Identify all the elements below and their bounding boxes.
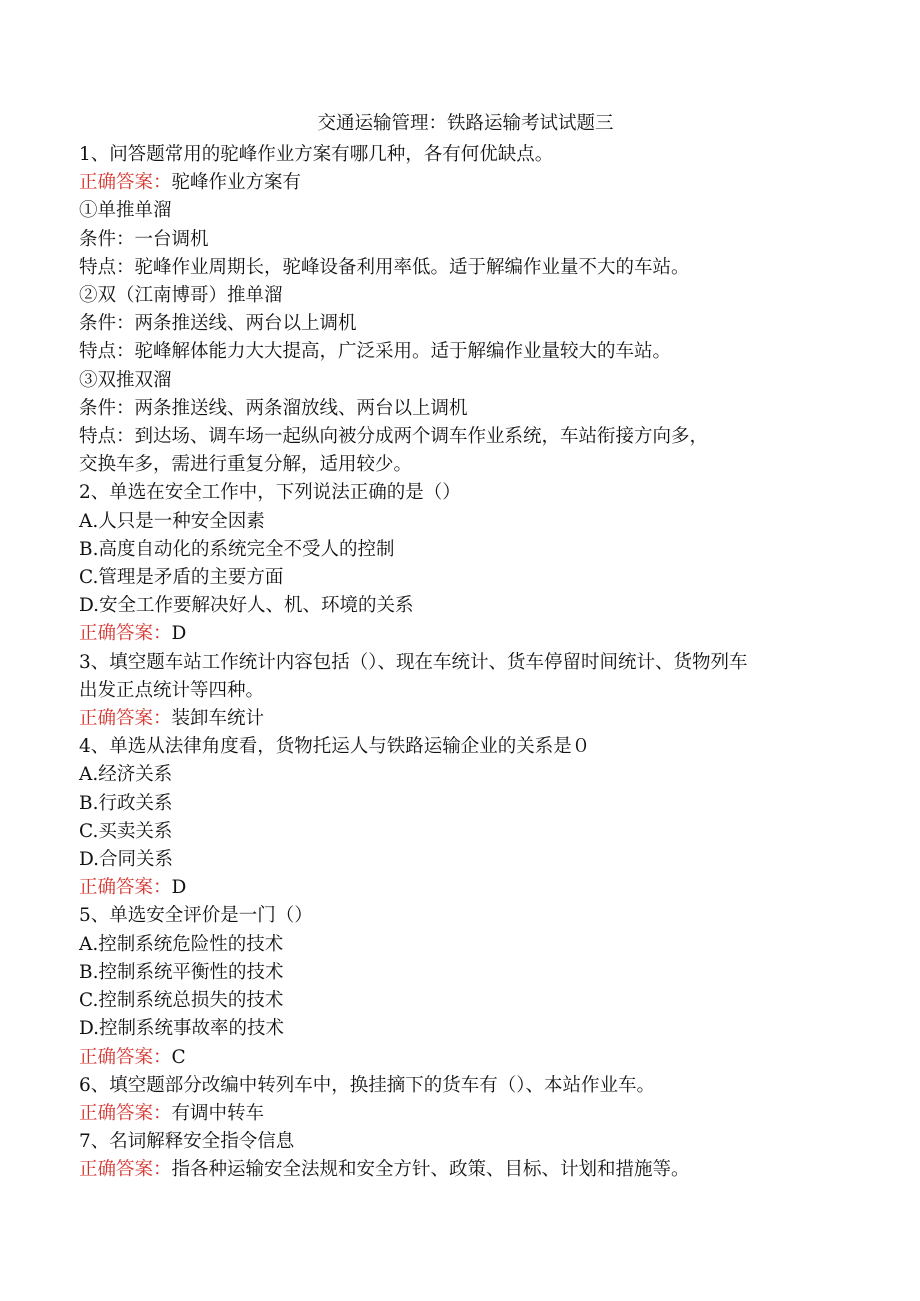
answer-line	[79, 1156, 860, 1184]
question-stem: 3、填空题车站工作统计内容包括（）、现在车统计、货车停留时间统计、货物列车	[79, 651, 748, 673]
answer-text: 驼峰作业方案有	[171, 172, 302, 194]
answer-text: 指各种运输安全法规和安全方针、政策、目标、计划和措施等。	[171, 1159, 690, 1181]
answer-label: 正确答案：	[79, 1046, 172, 1068]
question-stem-continued: 出发正点统计等四种。	[79, 679, 265, 701]
option-d: D.合同关系	[79, 849, 174, 871]
question-stem: 1、问答题常用的驼峰作业方案有哪几种，各有何优缺点。	[79, 144, 554, 165]
option-c: C.买卖关系	[79, 820, 173, 842]
option-d: D.控制系统事故率的技术	[79, 1018, 285, 1040]
answer-label: 正确答案：	[79, 877, 172, 899]
answer-label: 正确答案：	[79, 172, 172, 194]
detail-line: ③双推双溜	[79, 369, 172, 391]
answer-text: 有调中转车	[171, 1102, 265, 1124]
question-3	[79, 649, 860, 734]
question-4	[79, 733, 860, 902]
option-b: B.控制系统平衡性的技术	[79, 961, 284, 983]
detail-line: 交换车多，需进行重复分解，适用较少。	[79, 454, 413, 476]
page-title: 交通运输管理：铁路运输考试试题三	[317, 113, 614, 134]
question-stem: 6、填空题部分改编中转列车中，换挂摘下的货车有（）、本站作业车。	[79, 1074, 656, 1096]
detail-line: 条件：两条推送线、两条溜放线、两台以上调机	[79, 397, 468, 419]
question-2	[79, 479, 860, 648]
detail-line: 特点：驼峰解体能力大大提高，广泛采用。适于解编作业量较大的车站。	[79, 341, 672, 363]
answer-label: 正确答案：	[79, 708, 172, 730]
detail-line: 特点：到达场、调车场一起纵向被分成两个调车作业系统，车站衔接方向多，	[79, 426, 709, 448]
detail-line: ①单推单溜	[79, 200, 172, 222]
answer-text: 装卸车统计	[171, 708, 265, 730]
question-6	[79, 1072, 860, 1128]
detail-line: ②双（江南博哥）推单溜	[79, 285, 283, 307]
answer-label: 正确答案：	[79, 1159, 172, 1181]
answer-text: D	[171, 623, 187, 645]
option-b: B.高度自动化的系统完全不受人的控制	[79, 538, 395, 560]
answer-line	[79, 1044, 860, 1072]
question-stem: 2、单选在安全工作中，下列说法正确的是（）	[79, 482, 461, 504]
answer-text: D	[171, 877, 187, 899]
detail-line: 条件：一台调机	[79, 228, 209, 250]
question-stem: 7、名词解释安全指令信息	[79, 1131, 295, 1153]
option-a: A.经济关系	[79, 764, 173, 786]
question-stem: 4、单选从法律角度看，货物托运人与铁路运输企业的关系是０	[79, 736, 591, 758]
answer-line	[79, 705, 860, 733]
option-b: B.行政关系	[79, 792, 173, 814]
answer-line	[79, 169, 860, 197]
answer-line	[79, 874, 860, 902]
answer-text: C	[171, 1046, 186, 1068]
detail-line: 条件：两条推送线、两台以上调机	[79, 313, 357, 335]
option-a: A.人只是一种安全因素	[79, 510, 265, 532]
option-a: A.控制系统危险性的技术	[79, 933, 284, 955]
answer-line	[79, 1100, 860, 1128]
option-c: C.控制系统总损失的技术	[79, 990, 284, 1012]
answer-line	[79, 620, 860, 648]
detail-line: 特点：驼峰作业周期长，驼峰设备利用率低。适于解编作业量不大的车站。	[79, 256, 690, 278]
option-d: D.安全工作要解决好人、机、环境的关系	[79, 595, 414, 617]
question-1	[79, 141, 860, 479]
answer-label: 正确答案：	[79, 1102, 172, 1124]
option-c: C.管理是矛盾的主要方面	[79, 567, 284, 589]
question-5	[79, 902, 860, 1071]
question-stem: 5、单选安全评价是一门（）	[79, 905, 313, 927]
answer-label: 正确答案：	[79, 623, 172, 645]
question-7	[79, 1128, 860, 1184]
